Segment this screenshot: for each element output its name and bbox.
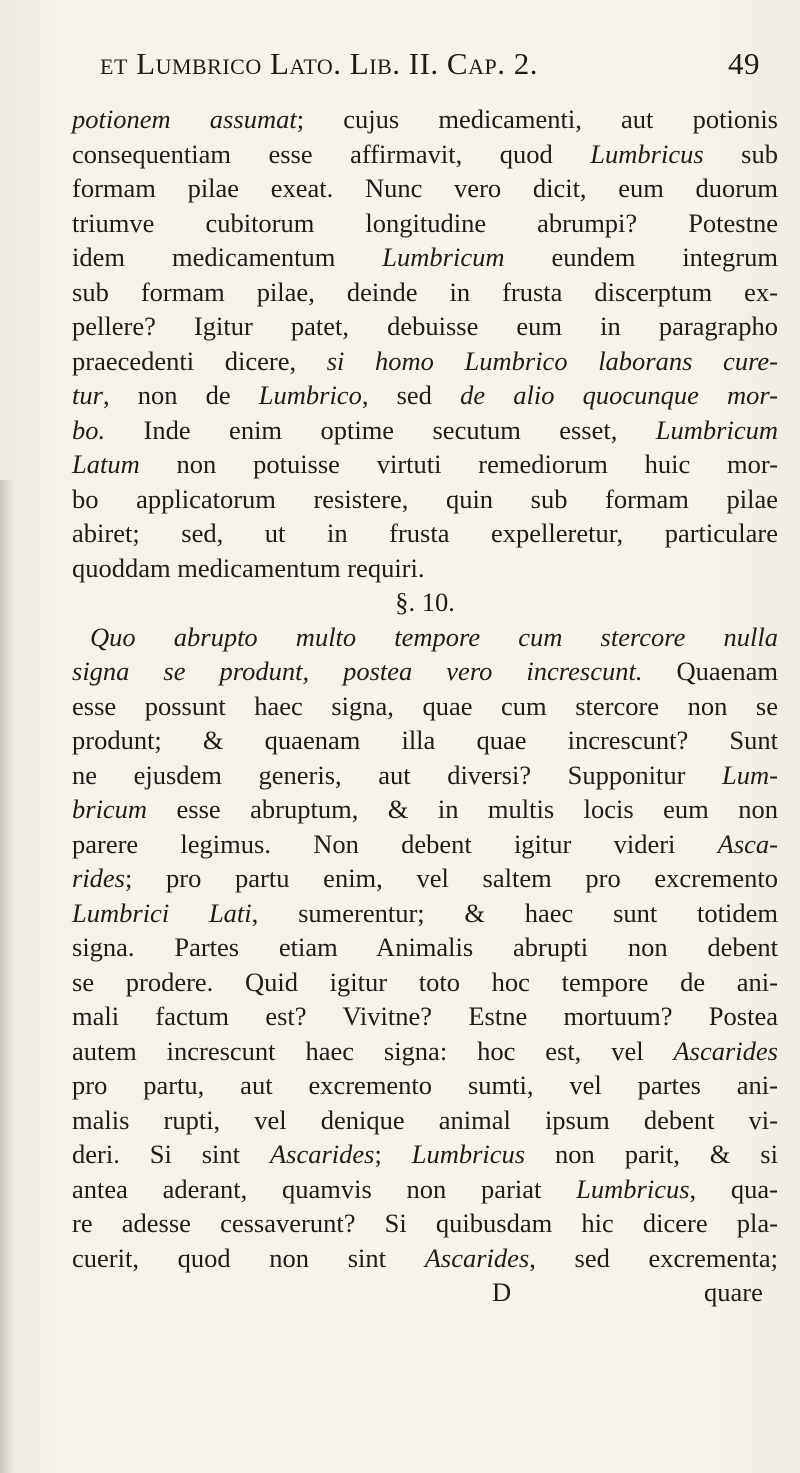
- text-line: [72, 758, 778, 793]
- text-line: [72, 1034, 778, 1069]
- text-segment: , non de: [102, 380, 259, 410]
- text-segment: antea aderant, quamvis non pariat: [72, 1173, 577, 1204]
- italic-segment: Latum: [72, 449, 140, 479]
- text-line: [72, 551, 778, 586]
- page-footer: [72, 1275, 778, 1310]
- text-segment: triumve cubitorum longitudine abrumpi? Potestne: [72, 207, 778, 238]
- text-segment: §. 10.: [395, 587, 455, 617]
- italic-segment: de alio quocunque mor-: [460, 380, 778, 410]
- text-line: [72, 378, 778, 413]
- text-segment: , sed excrementa;: [529, 1242, 778, 1273]
- text-segment: Inde enim optime secutum esset,: [105, 414, 656, 445]
- section-heading: [72, 585, 778, 620]
- text-segment: quoddam medicamentum requiri.: [72, 552, 425, 583]
- text-line: [72, 1172, 778, 1207]
- text-segment: eundem integrum: [504, 242, 778, 272]
- text-line: [72, 137, 778, 172]
- text-segment: ne ejusdem generis, aut diversi? Supponitur: [72, 759, 723, 790]
- italic-segment: Lumbrici Lati: [72, 897, 252, 928]
- text-segment: Quaenam: [642, 656, 778, 686]
- text-segment: re adesse cessaverunt? Si quibusdam hic dicere pla-: [72, 1208, 778, 1238]
- text-segment: autem increscunt haec signa: hoc est, vel: [72, 1035, 674, 1066]
- italic-segment: potionem assumat: [72, 104, 297, 134]
- text-segment: non parit, & si: [525, 1139, 778, 1169]
- text-line: [72, 413, 778, 448]
- text-segment: produnt; & quaenam illa quae increscunt? Sunt: [72, 725, 778, 755]
- text-segment: esse possunt haec signa, quae cum stercore non se: [72, 690, 778, 721]
- text-line: [72, 1241, 778, 1276]
- text-line: [72, 723, 778, 758]
- text-segment: se prodere. Quid igitur toto hoc tempore de ani-: [72, 966, 778, 997]
- text-segment: formam pilae exeat. Nunc vero dicit, eum duorum: [72, 173, 778, 203]
- italic-segment: rides: [72, 863, 125, 893]
- gutter-shadow: [0, 480, 14, 1473]
- text-line: [72, 896, 778, 931]
- italic-segment: Lumbricum: [382, 242, 505, 272]
- italic-segment: Lumbricus: [411, 1139, 526, 1169]
- text-line: [72, 1103, 778, 1138]
- text-segment: deri. Si sint: [72, 1139, 270, 1169]
- italic-segment: si homo Lumbrico laborans cure-: [326, 345, 778, 376]
- italic-segment: signa se produnt, postea vero increscunt.: [72, 656, 643, 686]
- text-segment: , sumerentur; & haec sunt totidem: [251, 897, 778, 928]
- body-text: [72, 102, 778, 1310]
- signature-mark: D: [492, 1277, 512, 1307]
- text-segment: parere legimus. Non debent igitur videri: [72, 828, 718, 859]
- text-segment: , sed: [361, 380, 461, 410]
- text-segment: non potuisse virtuti remediorum huic mor-: [139, 449, 778, 479]
- italic-segment: Ascarides: [269, 1139, 375, 1169]
- italic-segment: Ascarides: [673, 1035, 778, 1066]
- text-segment: sub: [703, 138, 778, 169]
- text-line: [72, 516, 778, 551]
- text-segment: signa. Partes etiam Animalis abrupti non debent: [72, 932, 778, 962]
- text-segment: sub formam pilae, deinde in frusta discerptum ex-: [72, 276, 778, 307]
- italic-segment: Lumbrico: [258, 380, 362, 410]
- text-line: [72, 482, 778, 517]
- italic-segment: Lum-: [722, 759, 778, 790]
- text-line: [72, 999, 778, 1034]
- page-number: 49: [728, 46, 760, 81]
- text-segment: , qua-: [689, 1173, 778, 1204]
- text-segment: ; pro partu enim, vel saltem pro excremento: [125, 863, 778, 893]
- catchword: quare: [704, 1277, 763, 1307]
- text-segment: malis rupti, vel denique animal ipsum debent vi-: [72, 1104, 778, 1135]
- text-segment: consequentiam esse affirmavit, quod: [72, 138, 591, 169]
- italic-segment: Lumbricum: [655, 414, 778, 445]
- text-line: [72, 102, 778, 137]
- text-line: [72, 275, 778, 310]
- text-line: [72, 792, 778, 827]
- text-line: [72, 309, 778, 344]
- text-segment: bo applicatorum resistere, quin sub formam pilae: [72, 483, 778, 514]
- text-line: [72, 861, 778, 896]
- text-line: [72, 1206, 778, 1241]
- text-segment: esse abruptum, & in multis locis eum non: [147, 794, 778, 824]
- text-line: [72, 965, 778, 1000]
- text-line: [72, 206, 778, 241]
- running-title: et Lumbrico Lato. Lib. II. Cap. 2.: [100, 46, 538, 81]
- italic-segment: Lumbricus: [576, 1173, 690, 1204]
- italic-segment: bo.: [72, 414, 106, 445]
- text-line: [72, 240, 778, 275]
- text-line: [72, 1137, 778, 1172]
- italic-segment: Asca-: [717, 828, 778, 859]
- text-line: [72, 689, 778, 724]
- italic-segment: Quo abrupto multo tempore cum stercore nulla: [90, 621, 778, 652]
- text-segment: ;: [374, 1139, 412, 1169]
- text-line: [72, 171, 778, 206]
- text-segment: idem medicamentum: [72, 242, 383, 272]
- text-segment: abiret; sed, ut in frusta expelleretur, particulare: [72, 518, 778, 548]
- text-line: [72, 447, 778, 482]
- text-segment: mali factum est? Vivitne? Estne mortuum? Postea: [72, 1001, 778, 1031]
- italic-segment: tur: [72, 380, 103, 410]
- text-line: [72, 654, 778, 689]
- text-segment: pro partu, aut excremento sumti, vel partes ani-: [72, 1070, 778, 1100]
- text-line: [72, 930, 778, 965]
- text-line: [72, 344, 778, 379]
- running-head: [100, 46, 760, 90]
- italic-segment: Lumbricus: [590, 138, 704, 169]
- text-line: [72, 1068, 778, 1103]
- italic-segment: bricum: [72, 794, 148, 824]
- text-segment: praecedenti dicere,: [72, 345, 327, 376]
- text-segment: pellere? Igitur patet, debuisse eum in paragrapho: [72, 311, 778, 341]
- italic-segment: Ascarides: [424, 1242, 530, 1273]
- text-segment: ; cujus medicamenti, aut potionis: [296, 104, 778, 134]
- text-segment: cuerit, quod non sint: [72, 1242, 425, 1273]
- text-line: [72, 827, 778, 862]
- text-line: [72, 620, 778, 655]
